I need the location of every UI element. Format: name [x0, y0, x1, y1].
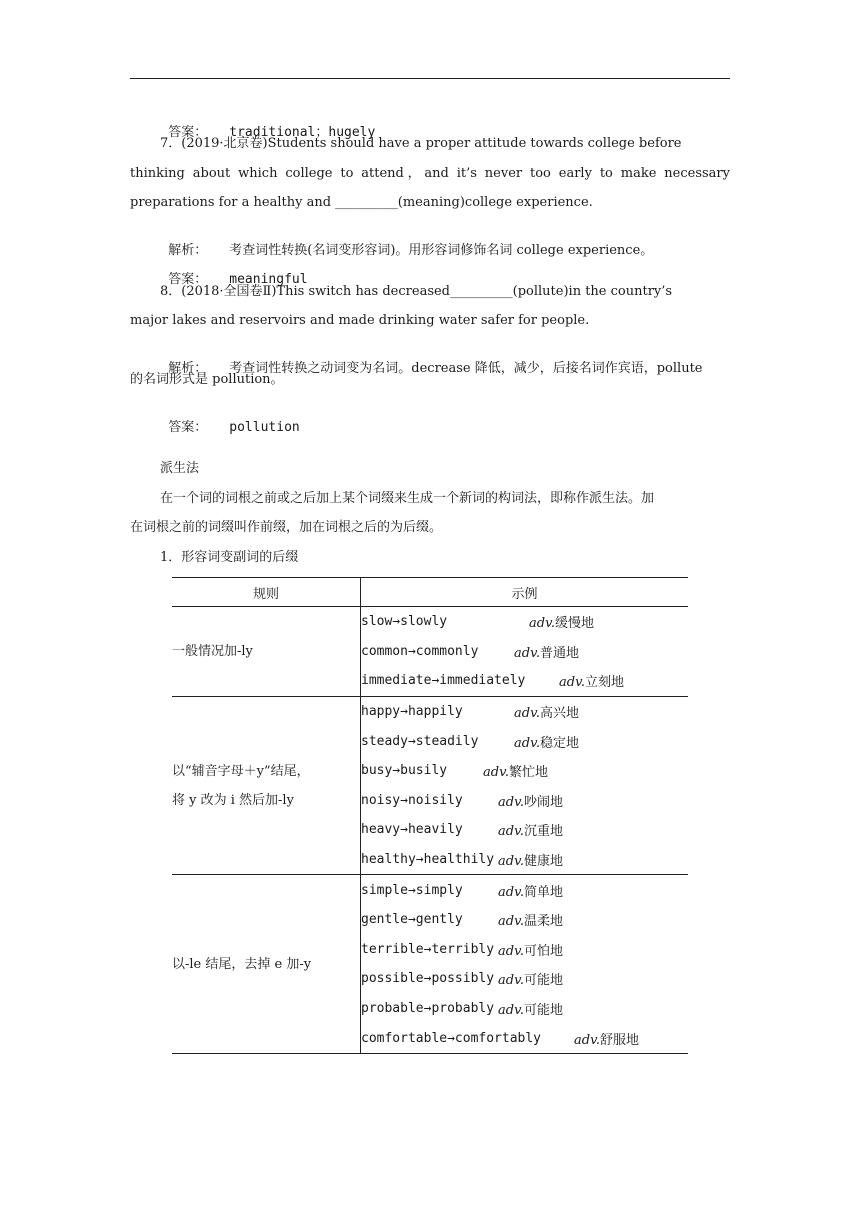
table-row — [172, 607, 688, 697]
example-meaning: 舒服地 — [600, 1032, 640, 1048]
col-header-rule: 规则 — [172, 578, 361, 607]
rule-text: 以-le 结尾，去掉 e 加-y — [172, 956, 312, 972]
example-meaning: 稳定地 — [540, 735, 580, 751]
example-meaning: 高兴地 — [540, 706, 580, 722]
question-8-text: 8．(2018·全国卷Ⅱ)This switch has decreased — [160, 284, 451, 299]
table-body — [172, 607, 688, 1054]
example-meaning: 简单地 — [524, 884, 564, 900]
answer-text: pollution — [229, 420, 300, 435]
example-word: busy→busily — [361, 763, 448, 779]
part-of-speech: adv. — [574, 1032, 601, 1048]
example-meaning: 普通地 — [540, 645, 580, 661]
rule-cell — [172, 875, 361, 1054]
answer-text: meaningful — [229, 272, 308, 287]
example-word: heavy→heavily — [361, 822, 463, 838]
answer-label: 答案： — [168, 420, 208, 435]
question-7-blank: ________ — [335, 195, 398, 210]
section-intro-line-1: 在一个词的词根之前或之后加上某个词缀来生成一个新词的构词法，即称作派生法。加 — [160, 491, 655, 506]
part-of-speech: adv. — [514, 706, 541, 722]
example-meaning: 立刻地 — [585, 675, 625, 691]
part-of-speech: adv. — [498, 973, 525, 989]
section-heading: 派生法 — [160, 461, 200, 476]
analysis-text: 考查词性转换之动词变为名词。decrease 降低，减少，后接名词作宾语，pollute — [229, 361, 703, 376]
answer-label: 答案： — [168, 125, 208, 140]
example-item — [361, 1023, 688, 1053]
rule-text: 一般情况加-ly — [172, 643, 253, 659]
part-of-speech: adv. — [529, 616, 556, 632]
example-item — [361, 935, 688, 965]
question-8-line-1 — [160, 283, 672, 301]
example-cell — [361, 875, 689, 1054]
answer-label: 答案： — [168, 272, 208, 287]
example-item — [361, 815, 688, 845]
example-word: simple→simply — [361, 882, 463, 898]
example-item — [361, 697, 688, 727]
example-word: healthy→healthily — [361, 852, 495, 868]
example-cell — [361, 696, 689, 875]
table-header-row — [172, 578, 688, 607]
analysis-label: 解析： — [168, 243, 208, 258]
analysis-8-line-2: 的名词形式是 pollution。 — [130, 372, 284, 387]
header-rule — [130, 78, 730, 79]
example-word: common→commonly — [361, 643, 479, 659]
rule-text: 以“辅音字母＋y”结尾， — [172, 763, 310, 779]
part-of-speech: adv. — [498, 914, 525, 930]
example-word: steady→steadily — [361, 733, 479, 749]
example-meaning: 繁忙地 — [509, 765, 549, 781]
suffix-table — [172, 577, 688, 1054]
analysis-text: 考查词性转换(名词变形容词)。用形容词修饰名词 college experience。 — [229, 243, 654, 258]
answer-text: traditional；hugely — [229, 125, 376, 140]
example-meaning: 沉重地 — [524, 824, 564, 840]
question-8-line-2: major lakes and reservoirs and made drinking water safer for people. — [130, 313, 590, 328]
question-8-text-end: (pollute)in the country’s — [512, 284, 673, 299]
example-item — [361, 845, 688, 875]
question-8-blank: ________ — [450, 284, 513, 299]
question-7-line-2: thinking about which college to attend，and it’s never too early to make necessary — [130, 166, 730, 181]
example-item — [361, 994, 688, 1024]
example-item — [361, 964, 688, 994]
example-item — [361, 726, 688, 756]
question-7-line-1: 7．(2019·北京卷)Students should have a proper attitude towards college before — [160, 136, 682, 151]
example-word: slow→slowly — [361, 614, 448, 630]
example-item — [361, 786, 688, 816]
example-word: terrible→terribly — [361, 941, 495, 957]
example-word: probable→probably — [361, 1001, 495, 1017]
col-header-example: 示例 — [361, 578, 689, 607]
example-word: possible→possibly — [361, 971, 495, 987]
example-item — [361, 905, 688, 935]
rule-cell — [172, 696, 361, 875]
example-item — [361, 875, 688, 905]
table-row — [172, 875, 688, 1054]
example-word: happy→happily — [361, 704, 463, 720]
part-of-speech: adv. — [483, 765, 510, 781]
example-meaning: 可怕地 — [524, 943, 564, 959]
analysis-label: 解析： — [168, 361, 208, 376]
part-of-speech: adv. — [498, 824, 525, 840]
part-of-speech: adv. — [498, 854, 525, 870]
question-7-line-3 — [130, 194, 593, 212]
section-intro-line-2: 在词根之前的词缀叫作前缀，加在词根之后的为后缀。 — [130, 520, 443, 535]
example-item — [361, 637, 688, 667]
part-of-speech: adv. — [498, 884, 525, 900]
part-of-speech: adv. — [559, 675, 586, 691]
example-item — [361, 756, 688, 786]
table-row — [172, 696, 688, 875]
answer-8 — [160, 401, 300, 437]
question-7-text-end: (meaning)college experience. — [397, 195, 593, 210]
part-of-speech: adv. — [498, 1003, 525, 1019]
example-word: comfortable→comfortably — [361, 1030, 542, 1046]
example-meaning: 可能地 — [524, 973, 564, 989]
part-of-speech: adv. — [498, 794, 525, 810]
part-of-speech: adv. — [514, 735, 541, 751]
example-meaning: 健康地 — [524, 854, 564, 870]
question-7-text: preparations for a healthy and — [130, 195, 336, 210]
example-cell — [361, 607, 689, 697]
example-item — [361, 607, 688, 637]
example-word: noisy→noisily — [361, 792, 463, 808]
example-meaning: 温柔地 — [524, 914, 564, 930]
rule-text-line-2: 将 y 改为 i 然后加-ly — [172, 792, 294, 808]
part-of-speech: adv. — [498, 943, 525, 959]
rule-cell — [172, 607, 361, 697]
example-meaning: 吵闹地 — [524, 794, 564, 810]
example-word: immediate→immediately — [361, 673, 526, 689]
example-word: gentle→gently — [361, 912, 463, 928]
part-of-speech: adv. — [514, 645, 541, 661]
example-meaning: 缓慢地 — [555, 616, 595, 632]
example-item — [361, 666, 688, 696]
sub-heading: 1．形容词变副词的后缀 — [160, 550, 299, 565]
example-meaning: 可能地 — [524, 1003, 564, 1019]
